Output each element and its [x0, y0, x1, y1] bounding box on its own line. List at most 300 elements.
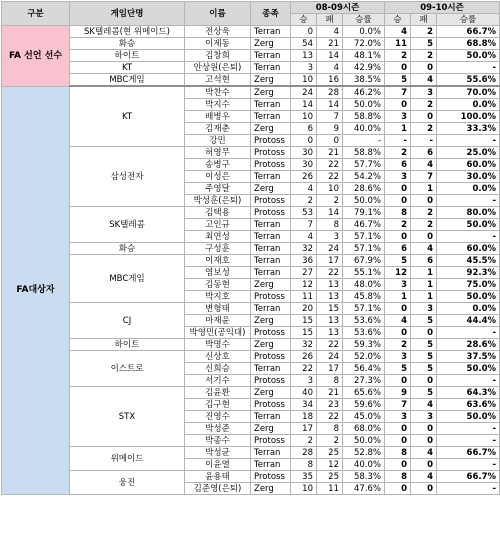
table-row: [2, 471, 500, 483]
player-race: Zerg: [251, 123, 291, 135]
prev-wins: 4: [291, 183, 317, 195]
curr-wins: 0: [385, 99, 411, 111]
curr-wins: 7: [385, 399, 411, 411]
curr-rate: 100.0%: [437, 111, 500, 123]
curr-losses: 6: [411, 255, 437, 267]
curr-rate: 50.0%: [437, 363, 500, 375]
player-name: 이재호: [185, 255, 251, 267]
prev-rate: 48.1%: [343, 50, 385, 62]
curr-rate: 50.0%: [437, 411, 500, 423]
table-row: [2, 86, 500, 99]
curr-rate: -: [437, 231, 500, 243]
prev-wins: 54: [291, 38, 317, 50]
prev-wins: 14: [291, 99, 317, 111]
player-race: Zerg: [251, 387, 291, 399]
table-row: [2, 207, 500, 219]
curr-rate: 64.3%: [437, 387, 500, 399]
curr-wins: 0: [385, 62, 411, 74]
prev-rate: 59.6%: [343, 399, 385, 411]
prev-wins: 53: [291, 207, 317, 219]
player-race: Protoss: [251, 435, 291, 447]
curr-losses: 0: [411, 195, 437, 207]
prev-losses: 8: [317, 219, 343, 231]
player-race: Terran: [251, 99, 291, 111]
prev-wins: 10: [291, 483, 317, 495]
curr-rate: 63.6%: [437, 399, 500, 411]
prev-wins: 18: [291, 411, 317, 423]
prev-rate: 79.1%: [343, 207, 385, 219]
prev-losses: 22: [317, 267, 343, 279]
curr-wins: 0: [385, 183, 411, 195]
curr-losses: 2: [411, 219, 437, 231]
prev-losses: 14: [317, 99, 343, 111]
prev-wins: 0: [291, 26, 317, 38]
curr-losses: 3: [411, 303, 437, 315]
curr-wins: 0: [385, 231, 411, 243]
curr-losses: 5: [411, 339, 437, 351]
player-race: Zerg: [251, 38, 291, 50]
team-name: 이스트로: [70, 351, 185, 387]
prev-rate: 45.0%: [343, 411, 385, 423]
curr-wins: 5: [385, 363, 411, 375]
curr-losses: 5: [411, 38, 437, 50]
player-name: 윤용태: [185, 471, 251, 483]
curr-wins: 7: [385, 86, 411, 99]
curr-losses: 2: [411, 207, 437, 219]
curr-wins: 3: [385, 279, 411, 291]
prev-losses: 21: [317, 147, 343, 159]
header-curr-rate: 승률: [437, 14, 500, 26]
prev-rate: 55.1%: [343, 267, 385, 279]
prev-rate: 58.8%: [343, 111, 385, 123]
prev-wins: 35: [291, 471, 317, 483]
curr-losses: 1: [411, 279, 437, 291]
curr-rate: 80.0%: [437, 207, 500, 219]
prev-losses: 13: [317, 327, 343, 339]
curr-wins: 4: [385, 315, 411, 327]
prev-rate: 57.1%: [343, 243, 385, 255]
prev-rate: 72.0%: [343, 38, 385, 50]
player-race: Terran: [251, 231, 291, 243]
curr-wins: 6: [385, 243, 411, 255]
player-race: Terran: [251, 62, 291, 74]
prev-rate: 47.6%: [343, 483, 385, 495]
player-name: 허영무: [185, 147, 251, 159]
player-name: 배병우: [185, 111, 251, 123]
player-name: 박지수: [185, 99, 251, 111]
prev-wins: 34: [291, 399, 317, 411]
prev-losses: 11: [317, 483, 343, 495]
table-row: [2, 339, 500, 351]
curr-rate: 92.3%: [437, 267, 500, 279]
player-race: Protoss: [251, 159, 291, 171]
team-name: SK텔레콤(현 위메이드): [70, 26, 185, 38]
header-season-curr: 09-10시즌: [385, 2, 500, 14]
curr-losses: 5: [411, 363, 437, 375]
player-race: Zerg: [251, 86, 291, 99]
curr-losses: 2: [411, 26, 437, 38]
table-row: [2, 74, 500, 87]
prev-rate: 38.5%: [343, 74, 385, 87]
curr-rate: 0.0%: [437, 183, 500, 195]
curr-rate: -: [437, 62, 500, 74]
curr-rate: 66.7%: [437, 471, 500, 483]
prev-rate: 58.3%: [343, 471, 385, 483]
prev-rate: 50.0%: [343, 195, 385, 207]
prev-losses: 22: [317, 171, 343, 183]
curr-losses: 5: [411, 315, 437, 327]
player-race: Terran: [251, 171, 291, 183]
player-name: 박성균: [185, 447, 251, 459]
team-name: SK텔레콤: [70, 207, 185, 243]
curr-wins: 8: [385, 207, 411, 219]
prev-wins: 15: [291, 315, 317, 327]
prev-wins: 11: [291, 291, 317, 303]
player-race: Terran: [251, 411, 291, 423]
curr-losses: 4: [411, 74, 437, 87]
player-race: Zerg: [251, 315, 291, 327]
curr-losses: 4: [411, 159, 437, 171]
curr-wins: 12: [385, 267, 411, 279]
prev-rate: 68.0%: [343, 423, 385, 435]
curr-rate: 66.7%: [437, 26, 500, 38]
prev-wins: 2: [291, 435, 317, 447]
curr-rate: 50.0%: [437, 291, 500, 303]
curr-rate: 45.5%: [437, 255, 500, 267]
prev-rate: 56.4%: [343, 363, 385, 375]
curr-losses: 0: [411, 111, 437, 123]
curr-wins: 0: [385, 483, 411, 495]
curr-wins: 2: [385, 50, 411, 62]
curr-rate: -: [437, 483, 500, 495]
curr-rate: -: [437, 459, 500, 471]
curr-rate: -: [437, 135, 500, 147]
curr-wins: 0: [385, 327, 411, 339]
player-race: Terran: [251, 26, 291, 38]
curr-losses: 2: [411, 99, 437, 111]
curr-losses: 1: [411, 267, 437, 279]
prev-rate: 57.1%: [343, 303, 385, 315]
table-row: [2, 243, 500, 255]
prev-wins: 30: [291, 159, 317, 171]
curr-rate: 50.0%: [437, 50, 500, 62]
prev-rate: 65.6%: [343, 387, 385, 399]
player-name: 김창희: [185, 50, 251, 62]
curr-rate: 70.0%: [437, 86, 500, 99]
header-prev-loss: 패: [317, 14, 343, 26]
prev-wins: 30: [291, 147, 317, 159]
curr-wins: 4: [385, 26, 411, 38]
curr-rate: 60.0%: [437, 159, 500, 171]
table-row: [2, 303, 500, 315]
curr-rate: 55.6%: [437, 74, 500, 87]
player-name: 마재윤: [185, 315, 251, 327]
curr-rate: 28.6%: [437, 339, 500, 351]
prev-losses: 8: [317, 423, 343, 435]
curr-wins: 3: [385, 351, 411, 363]
header-category: 구분: [2, 2, 70, 26]
curr-rate: 0.0%: [437, 303, 500, 315]
player-name: 진영수: [185, 411, 251, 423]
curr-wins: 0: [385, 459, 411, 471]
prev-wins: 24: [291, 86, 317, 99]
curr-losses: 4: [411, 243, 437, 255]
curr-losses: 4: [411, 471, 437, 483]
player-race: Terran: [251, 50, 291, 62]
curr-rate: 37.5%: [437, 351, 500, 363]
player-race: Zerg: [251, 183, 291, 195]
prev-losses: 22: [317, 411, 343, 423]
player-race: Zerg: [251, 74, 291, 87]
player-name: 강민: [185, 135, 251, 147]
prev-wins: 20: [291, 303, 317, 315]
curr-losses: 0: [411, 327, 437, 339]
table-row: [2, 50, 500, 62]
prev-losses: 4: [317, 62, 343, 74]
player-name: 이윤열: [185, 459, 251, 471]
prev-wins: 40: [291, 387, 317, 399]
prev-losses: 25: [317, 447, 343, 459]
player-race: Protoss: [251, 135, 291, 147]
team-name: 화승: [70, 38, 185, 50]
player-name: 박찬수: [185, 86, 251, 99]
prev-losses: 15: [317, 303, 343, 315]
curr-wins: 9: [385, 387, 411, 399]
prev-wins: 3: [291, 375, 317, 387]
prev-rate: 52.0%: [343, 351, 385, 363]
curr-wins: 5: [385, 255, 411, 267]
table-row: [2, 351, 500, 363]
prev-wins: 26: [291, 351, 317, 363]
player-name: 김택용: [185, 207, 251, 219]
curr-losses: 0: [411, 435, 437, 447]
player-race: Terran: [251, 363, 291, 375]
curr-losses: -: [411, 135, 437, 147]
prev-rate: 0.0%: [343, 26, 385, 38]
prev-rate: 42.9%: [343, 62, 385, 74]
player-race: Terran: [251, 459, 291, 471]
player-race: Protoss: [251, 195, 291, 207]
curr-losses: 3: [411, 411, 437, 423]
prev-wins: 3: [291, 62, 317, 74]
curr-rate: 66.7%: [437, 447, 500, 459]
header-curr-win: 승: [385, 14, 411, 26]
curr-wins: 0: [385, 423, 411, 435]
prev-rate: 28.6%: [343, 183, 385, 195]
player-race: Protoss: [251, 291, 291, 303]
prev-losses: 22: [317, 159, 343, 171]
prev-rate: 59.3%: [343, 339, 385, 351]
prev-wins: 36: [291, 255, 317, 267]
curr-rate: -: [437, 375, 500, 387]
prev-wins: 0: [291, 135, 317, 147]
player-name: 서기수: [185, 375, 251, 387]
team-name: 하이트: [70, 339, 185, 351]
header-team: 게임단명: [70, 2, 185, 26]
header-name: 이름: [185, 2, 251, 26]
curr-rate: 50.0%: [437, 219, 500, 231]
table-body: [2, 26, 500, 495]
curr-losses: 2: [411, 123, 437, 135]
prev-rate: -: [343, 135, 385, 147]
group-label: FA대상자: [2, 86, 70, 495]
player-race: Terran: [251, 219, 291, 231]
team-name: 하이트: [70, 50, 185, 62]
player-name: 구성훈: [185, 243, 251, 255]
player-name: 변형태: [185, 303, 251, 315]
team-name: 위메이드: [70, 447, 185, 471]
curr-losses: 0: [411, 375, 437, 387]
prev-rate: 57.1%: [343, 231, 385, 243]
team-name: KT: [70, 86, 185, 147]
curr-wins: 3: [385, 111, 411, 123]
curr-losses: 4: [411, 447, 437, 459]
prev-wins: 13: [291, 50, 317, 62]
prev-losses: 7: [317, 111, 343, 123]
team-name: 삼성전자: [70, 147, 185, 207]
prev-rate: 45.8%: [343, 291, 385, 303]
prev-losses: 10: [317, 183, 343, 195]
team-name: CJ: [70, 303, 185, 339]
player-name: 안상원(은퇴): [185, 62, 251, 74]
prev-wins: 15: [291, 327, 317, 339]
header-prev-win: 승: [291, 14, 317, 26]
curr-losses: 0: [411, 62, 437, 74]
player-name: 김윤환: [185, 387, 251, 399]
curr-losses: 1: [411, 183, 437, 195]
prev-rate: 52.8%: [343, 447, 385, 459]
prev-rate: 57.7%: [343, 159, 385, 171]
prev-rate: 54.2%: [343, 171, 385, 183]
curr-rate: 30.0%: [437, 171, 500, 183]
prev-losses: 28: [317, 86, 343, 99]
player-name: 김재춘: [185, 123, 251, 135]
header-curr-loss: 패: [411, 14, 437, 26]
prev-losses: 24: [317, 243, 343, 255]
prev-wins: 32: [291, 243, 317, 255]
player-race: Protoss: [251, 351, 291, 363]
prev-rate: 67.9%: [343, 255, 385, 267]
curr-rate: 0.0%: [437, 99, 500, 111]
player-name: 김구현: [185, 399, 251, 411]
prev-losses: 13: [317, 315, 343, 327]
header-season-prev: 08-09시즌: [291, 2, 385, 14]
curr-wins: 11: [385, 38, 411, 50]
prev-wins: 22: [291, 363, 317, 375]
prev-losses: 0: [317, 135, 343, 147]
curr-wins: 5: [385, 74, 411, 87]
prev-wins: 17: [291, 423, 317, 435]
prev-wins: 32: [291, 339, 317, 351]
curr-wins: 0: [385, 375, 411, 387]
prev-rate: 50.0%: [343, 99, 385, 111]
table-row: [2, 147, 500, 159]
curr-losses: 0: [411, 231, 437, 243]
prev-losses: 13: [317, 291, 343, 303]
curr-wins: 2: [385, 219, 411, 231]
group-label: FA 선언 선수: [2, 26, 70, 87]
player-name: 신상호: [185, 351, 251, 363]
prev-losses: 21: [317, 38, 343, 50]
player-name: 김준영(은퇴): [185, 483, 251, 495]
curr-losses: 6: [411, 147, 437, 159]
player-name: 염보성: [185, 267, 251, 279]
prev-losses: 12: [317, 459, 343, 471]
curr-rate: -: [437, 423, 500, 435]
prev-wins: 6: [291, 123, 317, 135]
curr-rate: 75.0%: [437, 279, 500, 291]
player-name: 박지호: [185, 291, 251, 303]
curr-losses: 7: [411, 171, 437, 183]
player-race: Terran: [251, 111, 291, 123]
table-row: [2, 255, 500, 267]
curr-losses: 1: [411, 291, 437, 303]
prev-losses: 2: [317, 435, 343, 447]
player-race: Terran: [251, 303, 291, 315]
header-prev-rate: 승률: [343, 14, 385, 26]
curr-wins: 8: [385, 447, 411, 459]
player-race: Protoss: [251, 375, 291, 387]
curr-rate: -: [437, 327, 500, 339]
curr-rate: 60.0%: [437, 243, 500, 255]
prev-rate: 48.0%: [343, 279, 385, 291]
table-row: [2, 38, 500, 50]
prev-rate: 46.2%: [343, 86, 385, 99]
team-name: MBC게임: [70, 255, 185, 303]
curr-wins: -: [385, 135, 411, 147]
curr-rate: 25.0%: [437, 147, 500, 159]
curr-losses: 4: [411, 399, 437, 411]
prev-losses: 14: [317, 207, 343, 219]
player-race: Zerg: [251, 279, 291, 291]
player-name: 박명수: [185, 339, 251, 351]
table-row: [2, 26, 500, 38]
player-name: 고석현: [185, 74, 251, 87]
table-row: [2, 447, 500, 459]
prev-losses: 25: [317, 471, 343, 483]
team-name: 화승: [70, 243, 185, 255]
prev-wins: 7: [291, 219, 317, 231]
prev-wins: 2: [291, 195, 317, 207]
curr-wins: 2: [385, 339, 411, 351]
team-name: MBC게임: [70, 74, 185, 87]
player-name: 이제동: [185, 38, 251, 50]
header-race: 종족: [251, 2, 291, 26]
curr-losses: 0: [411, 459, 437, 471]
prev-rate: 46.7%: [343, 219, 385, 231]
prev-wins: 26: [291, 171, 317, 183]
player-name: 박영민(공익대): [185, 327, 251, 339]
prev-losses: 22: [317, 339, 343, 351]
curr-losses: 3: [411, 86, 437, 99]
player-race: Terran: [251, 243, 291, 255]
prev-losses: 13: [317, 279, 343, 291]
prev-rate: 53.6%: [343, 327, 385, 339]
prev-losses: 8: [317, 375, 343, 387]
player-name: 최연성: [185, 231, 251, 243]
player-name: 박종수: [185, 435, 251, 447]
player-name: 송병구: [185, 159, 251, 171]
curr-rate: 44.4%: [437, 315, 500, 327]
player-race: Terran: [251, 255, 291, 267]
prev-rate: 40.0%: [343, 123, 385, 135]
player-race: Protoss: [251, 399, 291, 411]
player-race: Protoss: [251, 207, 291, 219]
curr-wins: 3: [385, 171, 411, 183]
fa-player-table: [1, 1, 500, 495]
player-name: 이성은: [185, 171, 251, 183]
prev-losses: 21: [317, 387, 343, 399]
